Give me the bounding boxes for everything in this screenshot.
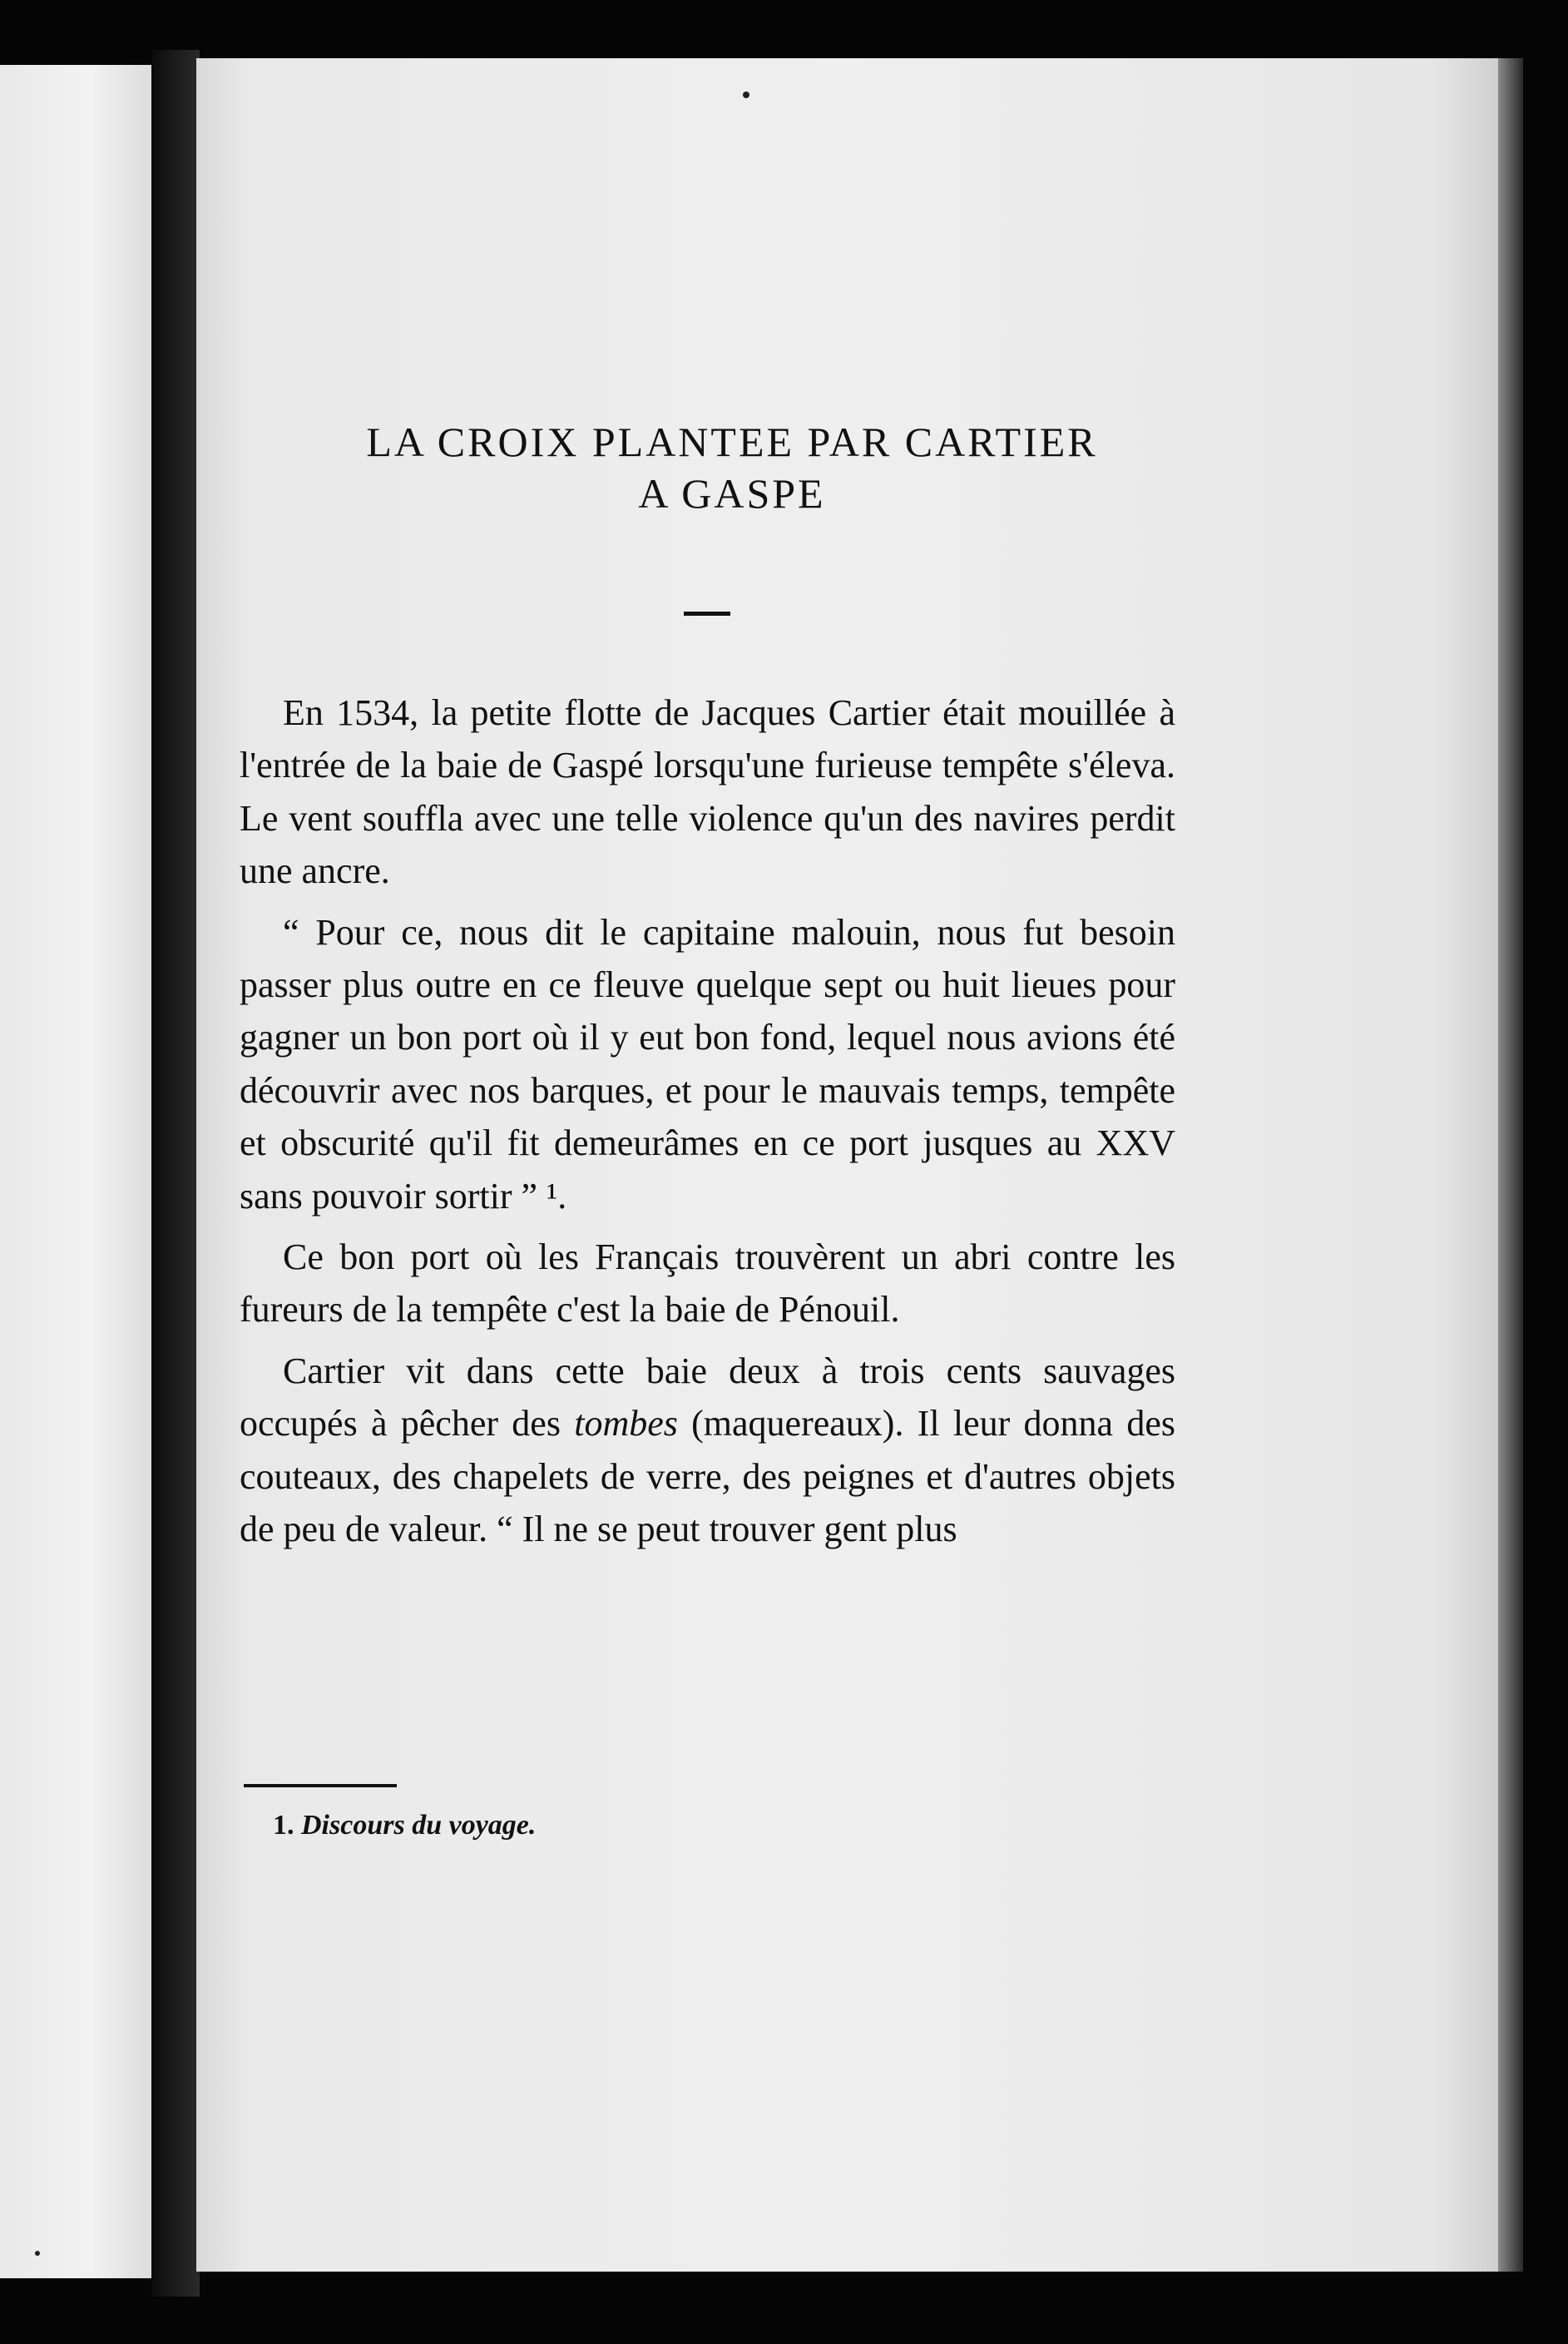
- paragraph-1: En 1534, la petite flotte de Jacques Cartier était mouillée à l'entrée de la baie de Gaspé lorsqu'une furieuse tempête s'éleva. Le vent souffla avec une telle violence qu'un des navires perdit une ancre.: [240, 692, 1175, 892]
- page-speck: [743, 92, 749, 98]
- footnote-text: Discours du voyage.: [301, 1810, 537, 1841]
- book-gutter: [151, 50, 200, 2297]
- paragraph-4-text-end: (maquereaux). Il leur donna des couteaux, des chapelets de verre, des peignes et d'autres objets de peu de valeur. “ Il ne se peut trouver gent plus: [240, 1403, 1175, 1550]
- paragraph-4-italic-word: tombes: [574, 1403, 678, 1445]
- footnote: [273, 1807, 536, 1844]
- chapter-title-line-1: LA CROIX PLANTEE PAR CARTIER: [366, 419, 1098, 465]
- page-right-edge: [1498, 58, 1523, 2272]
- paragraph-2: “ Pour ce, nous dit le capitaine malouin, nous fut besoin passer plus outre en ce fleuve quelque sept ou huit lieues pour gagner un bon port où il y eut bon fond, lequel nous avions été découvrir avec nos barques, et pour le mauvais temps, tempête et obscurité qu'il fit demeurâmes en ce port jusques au XXV sans pouvoir sortir ” ¹.: [240, 911, 1175, 1217]
- chapter-title: [250, 416, 1214, 519]
- footnote-number: 1.: [273, 1810, 294, 1841]
- page-speck: [35, 2251, 40, 2256]
- paragraph-4: [240, 1345, 1175, 1556]
- paragraph-3: Ce bon port où les Français trouvèrent un abri contre les fureurs de la tempête c'est la baie de Pénouil.: [240, 1236, 1175, 1331]
- previous-page-edge: [0, 65, 151, 2278]
- footnote-rule: [244, 1784, 397, 1787]
- chapter-body: [240, 686, 1175, 1556]
- chapter-title-line-2: A GASPE: [638, 470, 826, 517]
- paragraph-4-text-start: Cartier vit dans cette baie deux à trois cents sauvages occupés à pêcher des: [240, 1350, 1175, 1445]
- title-divider: [684, 612, 730, 616]
